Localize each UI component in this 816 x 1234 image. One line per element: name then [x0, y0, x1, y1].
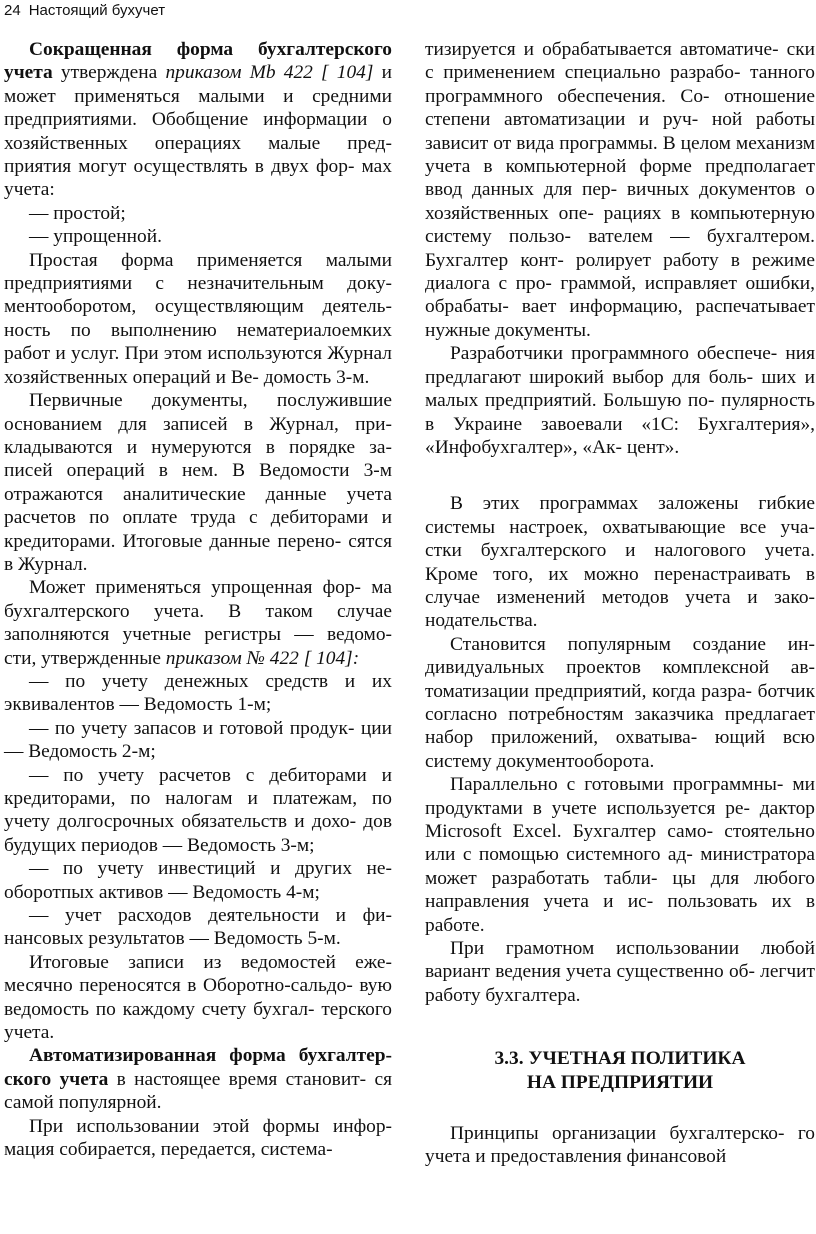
section-heading-line: 3.3. УЧЕТНАЯ ПОЛИТИКА: [494, 1048, 746, 1070]
list-item: — по учету расчетов с дебиторами и кредиторами, по налогам и платежам, по учету долгосрочных обязательств и дохо- дов будущих периодов — Ведомость 3-м;: [4, 764, 392, 856]
left-column: [4, 38, 392, 1162]
term-short-form: Сокращенная форма бухгалтерского учета: [4, 39, 392, 84]
list-item: — по учету запасов и готовой продук- ции — Ведомость 2-м;: [4, 717, 392, 763]
paragraph-short-form: [4, 38, 392, 202]
paragraph-text: в настоящее время становит- ся самой популярной.: [4, 1068, 392, 1114]
section-heading-line: НА ПРЕДПРИЯТИИ: [526, 1071, 714, 1093]
order-reference: приказом № 422 [ 104]:: [165, 647, 360, 669]
running-title: Настоящий бухучет: [28, 2, 166, 19]
paragraph-text: Может применяться упрощенная фор- ма бухгалтерского учета. В таком случае заполняются учетные регистры — ведомо- сти, утвержденные: [4, 577, 392, 669]
list-item: — по учету денежных средств и их эквивалентов — Ведомость 1-м;: [4, 670, 392, 716]
paragraph: Параллельно с готовыми программны- ми продуктами в учете используется ре- дактор Microsoft Excel. Бухгалтер само- стоятельно или с помощью системного ад- министратора может разработать табли- цы для любого направления учета и ис- пользовать их в работе.: [425, 774, 815, 936]
paragraph: Разработчики программного обеспече- ния предлагают широкий выбор для боль- ших и малых предприятий. Большую по- пулярность в Украине завоевали «1С: Бухгалтерия», «Инфобухгалтер», «Ак- цент».: [425, 343, 815, 458]
list-item: — по учету инвестиций и других не- оборотпых активов — Ведомость 4-м;: [4, 858, 392, 903]
paragraph-simplified-form: [4, 576, 392, 670]
paragraph: Первичные документы, послужившие основанием для записей в Журнал, при- кладываются и нумеруются в порядке за- писей операций в нем. В Ведомости 3-м отражаются аналитические данные учета расчетов по оплате труда с дебиторами и кредиторами. Итоговые данные перено- сятся в Журнал.: [4, 390, 392, 575]
running-header: [4, 2, 165, 19]
paragraph: Простая форма применяется малыми предприятиями с незначительным доку- ментооборотом, осуществляющим деятель- ность по выполнению нематериалоемких работ и услуг. При этом используются Журнал хозяйственных операций и Ве- домость 3-м.: [4, 249, 392, 388]
page-number: 24: [4, 2, 21, 19]
paragraph-text: и может применяться малыми и средними предприятиями. Обобщение информации о хозяйственных операциях малые пред- приятия могут осуществлять в двух фор- мах учета:: [4, 62, 393, 201]
section-heading: [425, 1047, 815, 1094]
term-automated-form: Автоматизированная форма бухгалтер- ского учета: [4, 1045, 392, 1090]
paragraph: При использовании этой формы инфор- мация собирается, передается, система-: [4, 1115, 392, 1161]
paragraph: тизируется и обрабатывается автоматиче- ски с применением специально разрабо- танного программного обеспечения. Со- отношение степени автоматизации и руч- ной работы зависит от вида программы. В целом механизм учета в компьютерной форме предполагает ввод данных для пер- вичных документов о хозяйственных опе- рациях в компьютерную систему пользо- вателем — бухгалтером. Бухгалтер конт- ролирует работу в режиме диалога с про- граммой, исправляет ошибки, обрабаты- вает информацию, распечатывает нужные документы.: [425, 39, 815, 341]
paragraph: Становится популярным создание ин- дивидуальных проектов комплексной ав- томатизации предприятий, когда разра- ботчик согласно потребностям заказчика предлагает набор приложений, охватыва- ющий всю систему документооборота.: [425, 633, 815, 772]
order-reference: приказом Мb 422 [ 104]: [165, 62, 374, 84]
right-column: [425, 38, 815, 1169]
list-item: — учет расходов деятельности и фи- нансовых результатов — Ведомость 5-м.: [4, 905, 392, 950]
paragraph: При грамотном использовании любой вариант ведения учета существенно об- легчит работу бухгалтера.: [425, 938, 815, 1006]
paragraph: Принципы организации бухгалтерско- го учета и предоставления финансовой: [425, 1123, 815, 1168]
paragraph: Итоговые записи из ведомостей еже- месячно переносятся в Оборотно-сальдо- вую ведомость по каждому счету бухгал- терского учета.: [4, 951, 392, 1044]
paragraph: В этих программах заложены гибкие системы настроек, охватывающие все уча- стки бухгалтерского и налогового учета. Кроме того, их можно перенастраивать в случае изменений методов учета и зако- нодательства.: [425, 493, 815, 632]
paragraph-text: утверждена: [52, 62, 166, 84]
paragraph-automated-form: [4, 1044, 392, 1114]
list-item: — упрощенной.: [29, 226, 162, 248]
list-item: — простой;: [29, 202, 126, 224]
